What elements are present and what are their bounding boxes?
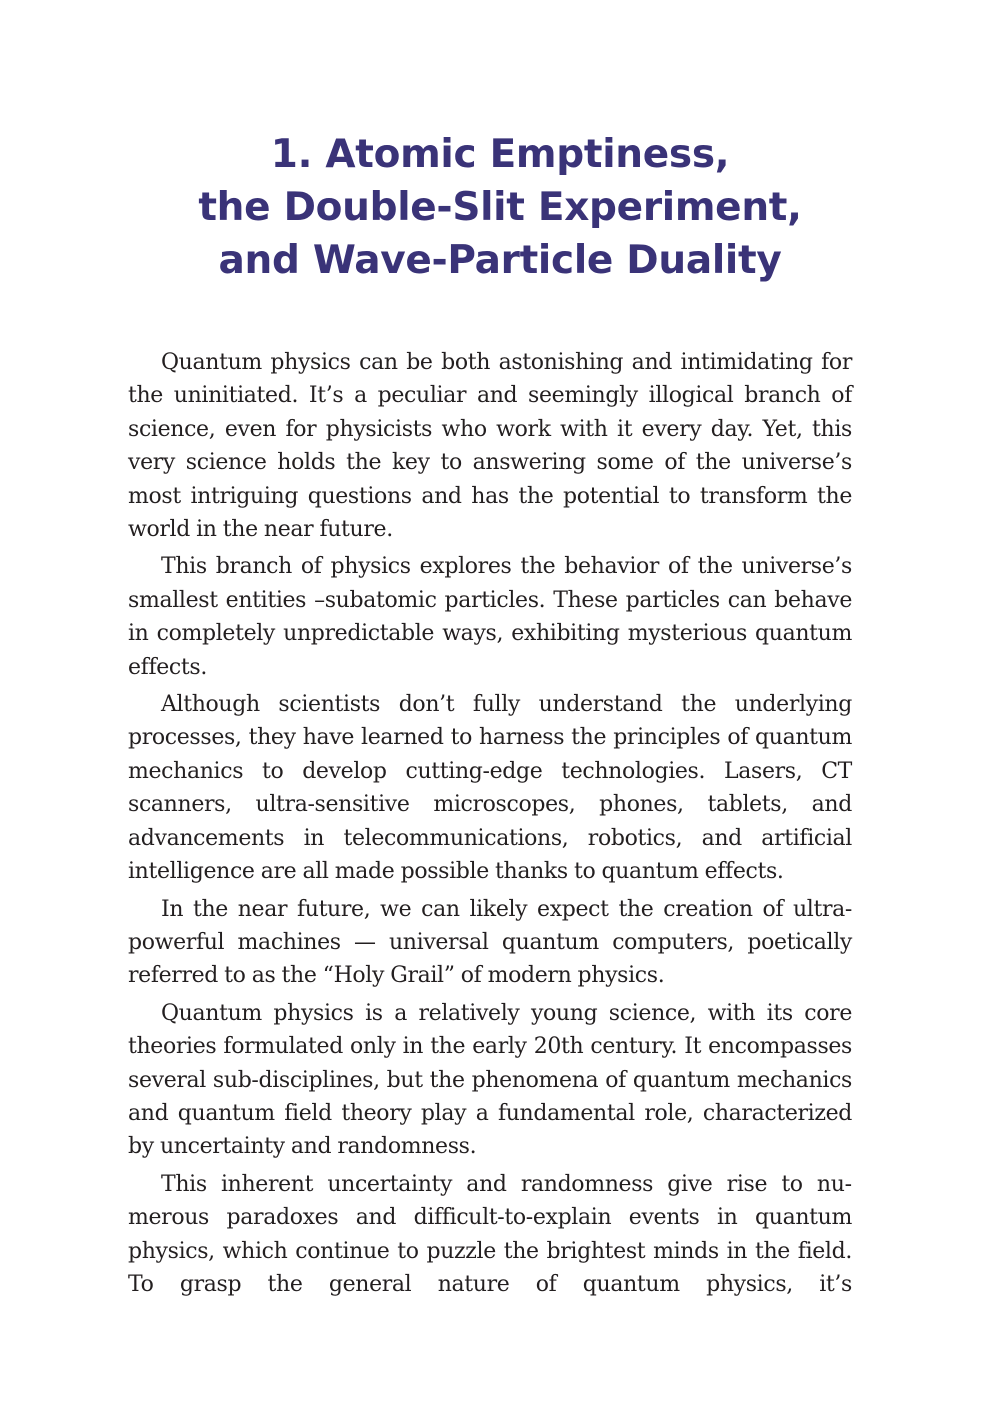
chapter-title-line: the Double-Slit Experiment, [198,185,802,230]
chapter-title-line: 1. Atomic Emptiness, [270,132,730,177]
paragraph: In the near future, we can likely expect the creation of ultra-powerful machines — universal quantum computers, poetically referred to as the “Holy Grail” of modern physics. [128,896,852,989]
chapter-title [80,128,920,287]
paragraph: This branch of physics explores the behavior of the universe’s smallest entities –subatomic particles. These particles can behave in completely unpredictable ways, exhibiting mysterious quantum effects. [128,554,852,680]
paragraph: Quantum physics can be both astonishing and intimidating for the uninitiated. It’s a peculiar and seemingly illogical branch of science, even for physicists who work with it every day. Yet, this very science holds the key to answering some of the universe’s most intriguing questions and has the potential to transform the world in the near future. [128,350,852,543]
body-text [128,346,852,1305]
paragraph: Although scientists don’t fully understand the underlying processes, they have learned to harness the principles of quantum mechanics to develop cutting-edge technologies. Lasers, CT scanners, ultra-sensitive microscopes, phones, tablets, and advancements in telecommunications, robotics, and artificial intelligence are all made possible thanks to quantum effects. [128,692,852,885]
paragraph: This inherent uncertainty and randomness give rise to numerous paradoxes and difficult-to-explain events in quantum physics, which continue to puzzle the brightest minds in the field. To grasp the general nature of quantum physics, it’s [128,1171,852,1297]
paragraph: Quantum physics is a relatively young science, with its core theories formulated only in the early 20th century. It encompasses several sub-disciplines, but the phenomena of quantum mechanics and quantum field theory play a fundamental role, characterized by uncertainty and randomness. [128,1000,852,1160]
chapter-title-line: and Wave-Particle Duality [218,238,782,283]
